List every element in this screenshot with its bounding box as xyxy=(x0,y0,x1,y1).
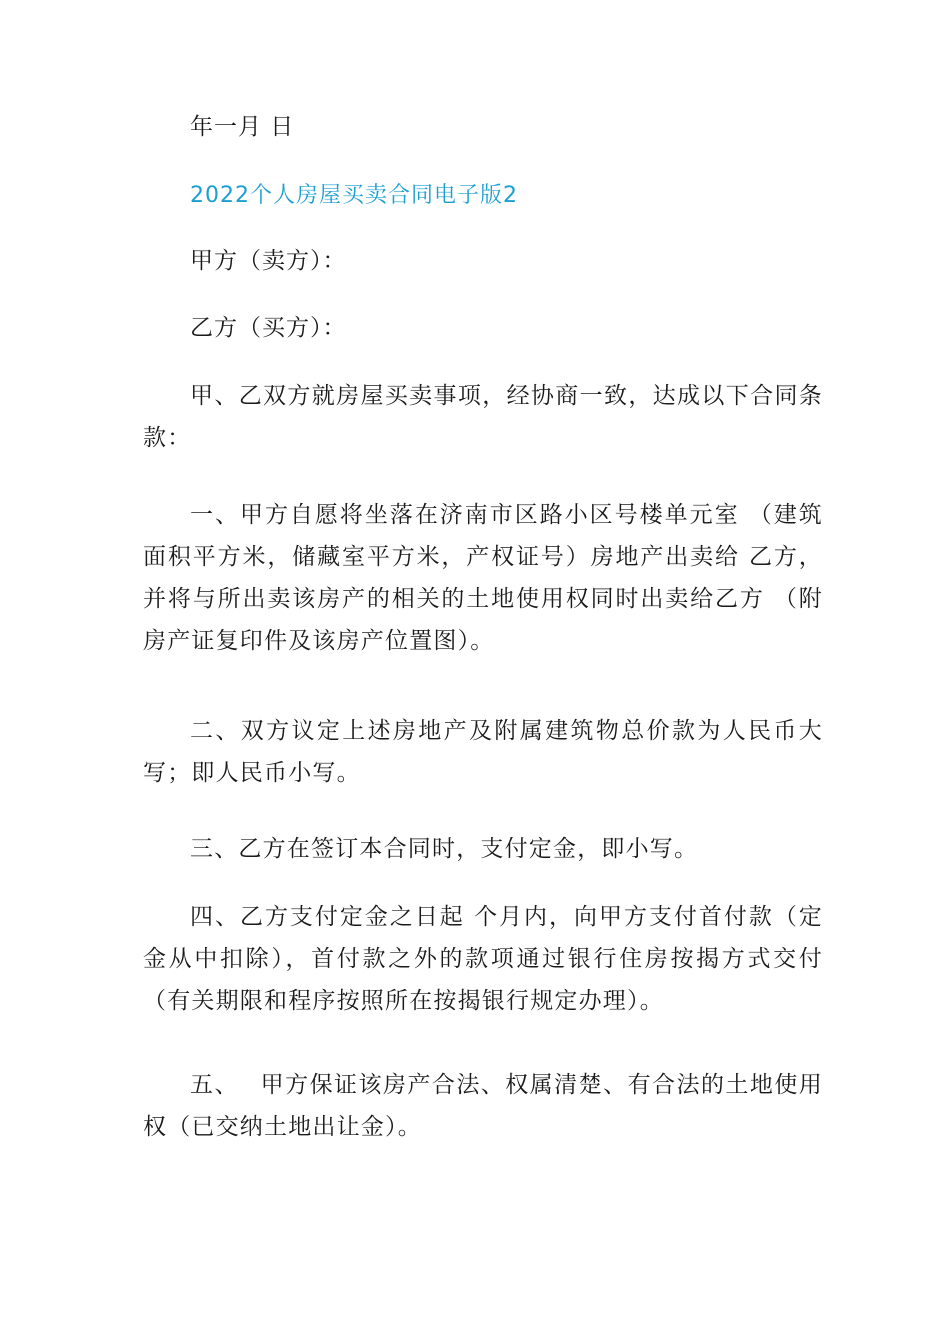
clause-3-paragraph: 三、乙方在签订本合同时，支付定金，即小写。 xyxy=(190,836,699,862)
clause-2-paragraph: 二、双方议定上述房地产及附属建筑物总价款为人民币大写；即人民币小写。 xyxy=(143,718,823,786)
document-title: 2022个人房屋买卖合同电子版2 xyxy=(190,183,518,208)
clause-1-paragraph: 一、甲方自愿将坐落在济南市区路小区号楼单元室 （建筑面积平方米，储藏室平方米，产权证号）房地产出卖给 乙方，并将与所出卖该房产的相关的土地使用权同时出卖给乙方 （附房产证复印件及该房产位置图）。 xyxy=(143,502,823,654)
party-b-line: 乙方（买方）： xyxy=(190,315,347,341)
clause-4-paragraph: 四、乙方支付定金之日起 个月内，向甲方支付首付款（定金从中扣除），首付款之外的款项通过银行住房按揭方式交付（有关期限和程序按照所在按揭银行规定办理）。 xyxy=(143,904,823,1014)
clause-5-paragraph: 五、 甲方保证该房产合法、权属清楚、有合法的土地使用权（已交纳土地出让金）。 xyxy=(143,1072,823,1140)
intro-paragraph: 甲、乙双方就房屋买卖事项，经协商一致，达成以下合同条款： xyxy=(143,383,823,451)
party-a-line: 甲方（卖方）： xyxy=(190,248,347,274)
date-line: 年一月 日 xyxy=(190,114,295,140)
